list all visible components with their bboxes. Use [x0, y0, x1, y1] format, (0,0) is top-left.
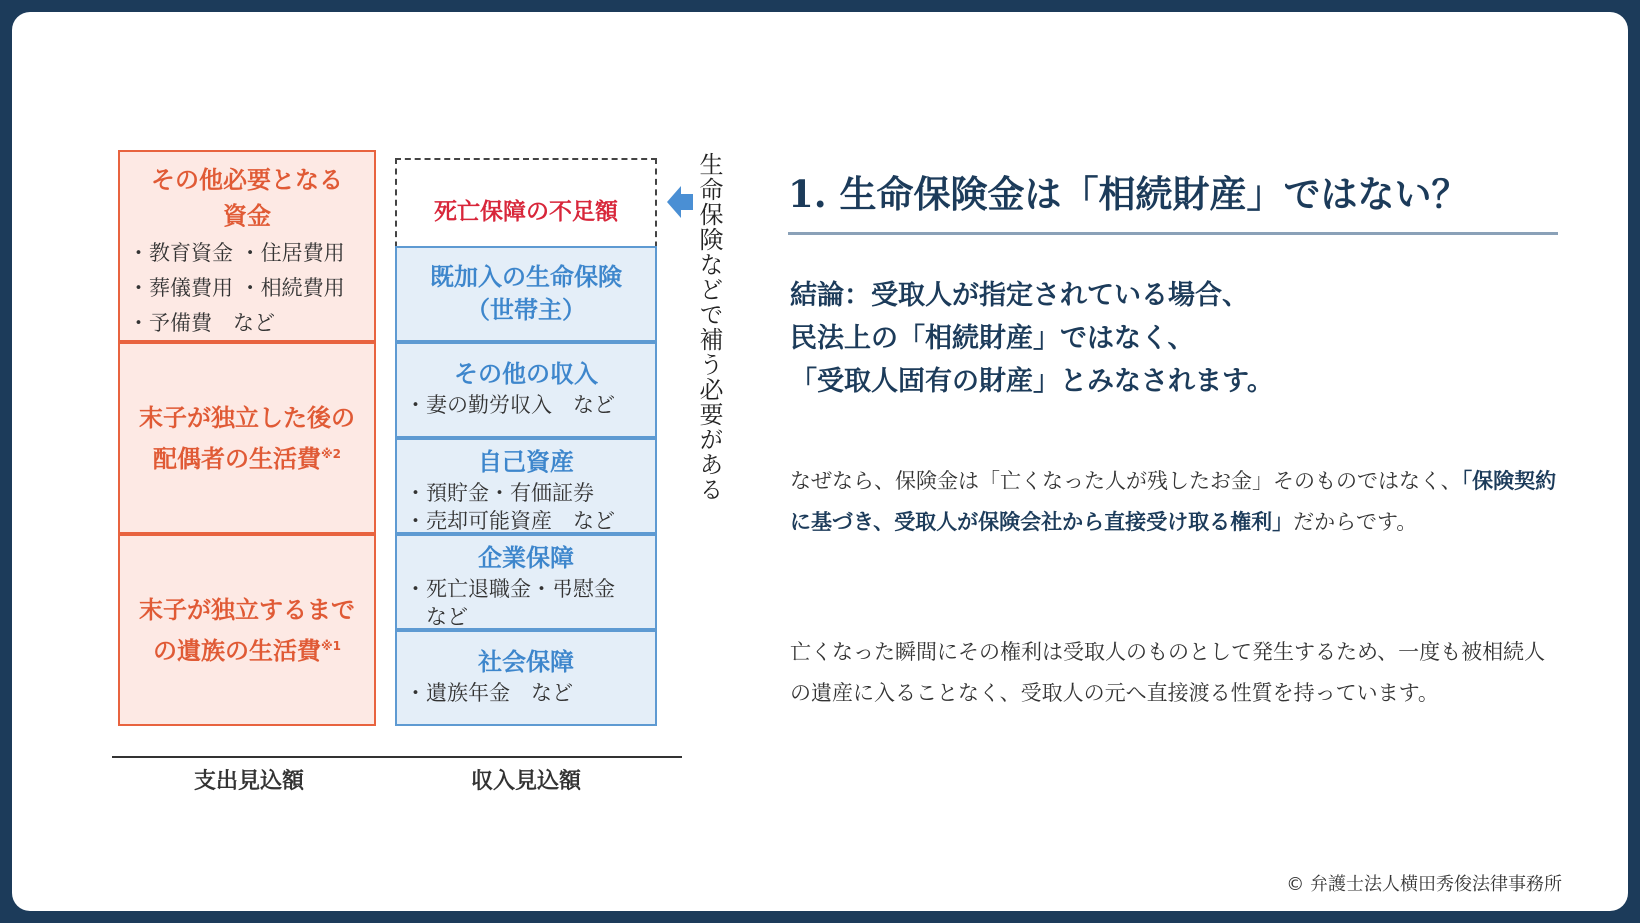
- slide: [12, 12, 1628, 911]
- paragraph-reason: [790, 461, 1565, 543]
- copyright: © 弁護士法人横田秀俊法律事務所: [1286, 874, 1562, 895]
- shortfall-box: [395, 158, 657, 258]
- expense-box-other-funds: [118, 150, 376, 342]
- income-item: ・妻の勤労収入 など: [405, 393, 615, 417]
- expense-axis-label: 支出見込額: [193, 769, 304, 794]
- income-item: ・売却可能資産 など: [405, 509, 615, 533]
- conclusion-line: 民法上の「相続財産」ではなく、: [790, 323, 1195, 354]
- paragraph-text: だからです。: [1293, 510, 1418, 534]
- conclusion: [790, 274, 1550, 403]
- expense-title: その他必要となる資金: [151, 166, 343, 230]
- expense-item: ・教育資金 ・住居費用: [128, 241, 345, 265]
- shortfall-label: 死亡保障の不足額: [434, 198, 618, 225]
- expense-title-text: 末子が独立した後の配偶者の生活費: [139, 403, 355, 473]
- income-title: 社会保障: [478, 648, 574, 676]
- paragraph-explanation: 亡くなった瞬間にその権利は受取人のものとして発生するため、一度も被相続人の遺産に入ることなく、受取人の元へ直接渡る性質を持っています。: [790, 640, 1546, 705]
- arrow-left-icon: [667, 182, 693, 226]
- expense-item: ・葬儀費用 ・相続費用: [128, 276, 345, 300]
- expense-title: [120, 400, 374, 477]
- income-box-own-assets: [395, 438, 657, 534]
- income-title: その他の収入: [454, 360, 598, 388]
- expense-title: [120, 592, 374, 669]
- income-title: 企業保障: [478, 544, 574, 572]
- vertical-note: 生命保険などで補う必要がある: [695, 152, 723, 502]
- footnote-mark: ※1: [320, 638, 341, 653]
- income-box-other-income: [395, 342, 657, 438]
- paragraph-emphasis: 「保険契約に基づき、受取人が保険会社から直接受け取る権利」: [790, 469, 1557, 534]
- footnote-mark: ※2: [320, 446, 341, 461]
- expense-title-text: 末子が独立するまでの遺族の生活費: [139, 595, 355, 665]
- income-title: 自己資産: [478, 448, 574, 476]
- expense-box-family-living: [118, 534, 376, 726]
- income-item: ・遺族年金 など: [405, 681, 573, 705]
- baseline: [112, 756, 682, 758]
- conclusion-line: 「受取人固有の財産」とみなされます。: [790, 366, 1274, 397]
- title-divider: [788, 232, 1558, 235]
- expense-box-spouse-living: [118, 342, 376, 534]
- income-axis-label: 収入見込額: [470, 769, 581, 794]
- income-item: ・死亡退職金・弔慰金: [405, 577, 615, 601]
- income-box-corporate: [395, 534, 657, 630]
- conclusion-line: 結論：受取人が指定されている場合、: [790, 280, 1249, 311]
- income-title: 既加入の生命保険（世帯主）: [430, 263, 622, 324]
- expense-items: [120, 236, 374, 341]
- expense-item: ・予備費 など: [128, 311, 275, 335]
- paragraph-text: なぜなら、保険金は「亡くなった人が残したお金」そのものではなく、: [790, 469, 1462, 493]
- income-item: ・預貯金・有価証券: [405, 481, 594, 505]
- income-box-social-security: [395, 630, 657, 726]
- income-item: など: [405, 605, 468, 629]
- page-title: 1. 生命保険金は「相続財産」ではない？: [788, 172, 1469, 216]
- income-box-existing-insurance: [395, 246, 657, 342]
